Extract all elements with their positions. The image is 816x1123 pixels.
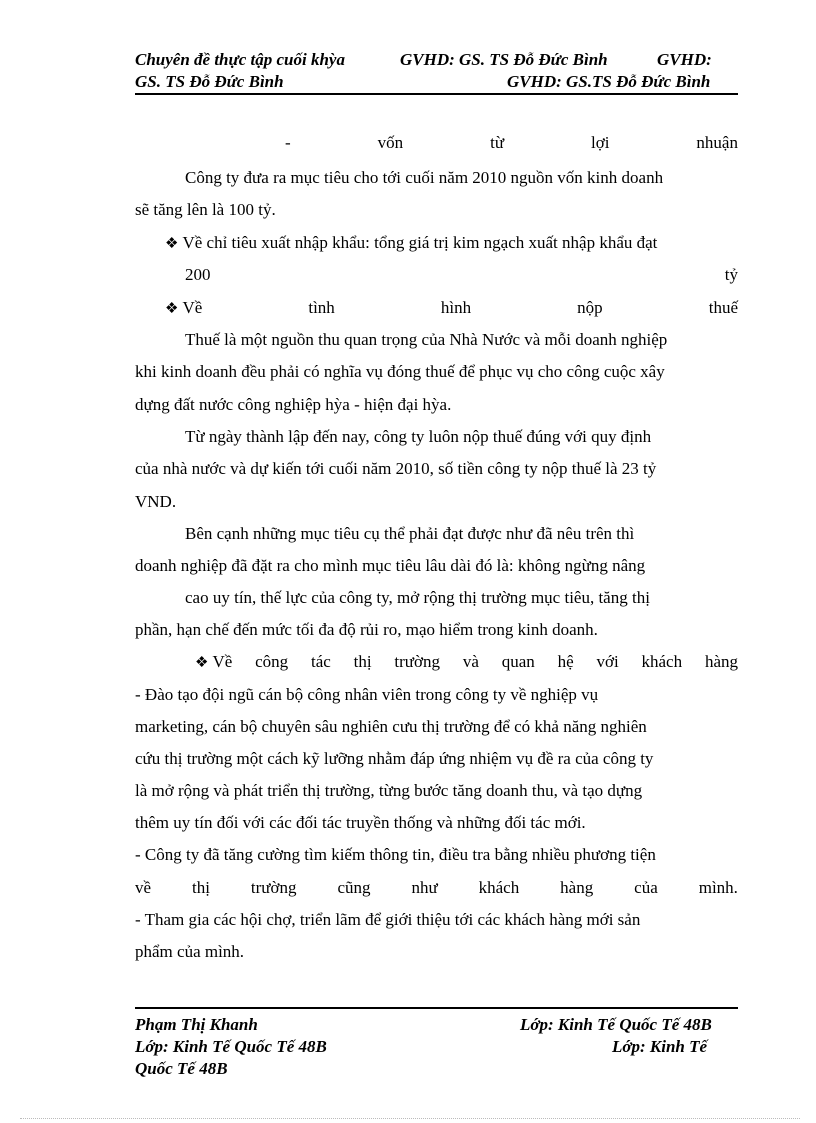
body-line-3: sẽ tăng lên là 100 tỷ. (135, 200, 276, 219)
body-line-7: Thuế là một nguồn thu quan trọng của Nhà Nước và mỗi doanh nghiệp (185, 330, 668, 349)
body-line-5 (185, 265, 738, 285)
word: về (135, 878, 152, 897)
word: khách (478, 878, 520, 897)
word: như (411, 878, 438, 897)
body-line-8: khi kinh doanh đều phải có nghĩa vụ đóng thuế để phục vụ cho công cuộc xây (135, 362, 665, 381)
word: thuế (708, 298, 738, 317)
body-line-25: - Tham gia các hội chợ, triển lãm để giới thiệu tới các khách hàng mới sản (135, 910, 641, 929)
footer-class-label: Lớp: Kinh Tế (612, 1037, 708, 1056)
body-line-1 (285, 133, 738, 153)
body-line-13: Bên cạnh những mục tiêu cụ thể phải đạt được như đã nêu trên thì (185, 524, 635, 543)
word (165, 298, 202, 319)
body-line-19: marketing, cán bộ chuyên sâu nghiên cưu thị trường để có khả năng nghiên (135, 717, 647, 736)
body-line-2: Công ty đưa ra mục tiêu cho tới cuối năm 2010 nguồn vốn kinh doanh (185, 168, 664, 187)
body-line-18: - Đào tạo đội ngũ cán bộ công nhân viên trong công ty về nghiệp vụ (135, 685, 599, 704)
word: tỷ (724, 265, 738, 284)
body-line-21: là mở rộng và phát triển thị trường, từng bước tăng doanh thu, và tạo dựng (135, 781, 643, 800)
body-line-6 (165, 298, 738, 319)
body-line-24 (135, 878, 738, 898)
word: hàng (704, 652, 738, 671)
body-line-22: thêm uy tín đối với các đối tác truyền thống và những đối tác mới. (135, 813, 586, 832)
body-line-11: của nhà nước và dự kiến tới cuối năm 2010, số tiền công ty nộp thuế là 23 tỷ (135, 459, 657, 478)
word: thị (353, 652, 372, 671)
word: với (596, 652, 619, 671)
body-line-17 (195, 652, 738, 673)
word: mình. (698, 878, 738, 897)
body-line-12: VND. (135, 492, 177, 511)
page-edge-divider (20, 1118, 800, 1119)
footer-class: Lớp: Kinh Tế Quốc Tế 48B (520, 1015, 712, 1034)
header-supervisor-label: GVHD: (657, 50, 712, 69)
body-line-26: phẩm của mình. (135, 942, 245, 961)
word: nhuận (696, 133, 738, 152)
body-line-16: phần, hạn chế đến mức tối đa độ rủi ro, mạo hiểm trong kinh doanh. (135, 620, 598, 639)
word: - (285, 133, 291, 152)
word: quan (501, 652, 535, 671)
word: từ (490, 133, 505, 152)
body-line-4 (165, 233, 657, 254)
header-title: Chuyên đề thực tập cuối khỳa (135, 50, 345, 69)
word: khách (641, 652, 683, 671)
body-line-23: - Công ty đã tăng cường tìm kiếm thông tin, điều tra bằng nhiều phương tiện (135, 845, 656, 864)
body-line-14: doanh nghiệp đã đặt ra cho mình mục tiêu lâu dài đó là: không ngừng nâng (135, 556, 646, 575)
line-text: Về chỉ tiêu xuất nhập khẩu: tổng giá trị kim ngạch xuất nhập khẩu đạt (182, 233, 658, 252)
word: tình (308, 298, 335, 317)
body-line-9: dựng đất nước công nghiệp hỳa - hiện đại hỳa. (135, 395, 452, 414)
header-supervisor-name: GS. TS Đỗ Đức Bình (135, 72, 284, 91)
word: nộp (577, 298, 603, 317)
word: lợi (591, 133, 610, 152)
body-line-20: cứu thị trường một cách kỹ lưỡng nhằm đáp ứng nhiệm vụ đề ra của công ty (135, 749, 654, 768)
body-line-10: Từ ngày thành lập đến nay, công ty luôn nộp thuế đúng với quy định (185, 427, 652, 446)
word: thị (192, 878, 210, 897)
word: hình (440, 298, 472, 317)
word: 200 (185, 265, 211, 284)
diamond-bullet-icon: ❖ (195, 655, 209, 671)
word: hệ (557, 652, 574, 671)
word: và (462, 652, 479, 671)
word: trường (394, 652, 441, 671)
word: cũng (337, 878, 371, 897)
word-text: Về (212, 652, 233, 671)
footer-rule (135, 1007, 738, 1009)
header-supervisor-full: GVHD: GS.TS Đỗ Đức Bình (507, 72, 711, 91)
word (195, 652, 232, 673)
footer-class-cont: Quốc Tế 48B (135, 1059, 228, 1078)
header-rule (135, 93, 738, 95)
word: trường (250, 878, 297, 897)
word: tác (310, 652, 331, 671)
word: vốn (377, 133, 404, 152)
footer-class-repeat: Lớp: Kinh Tế Quốc Tế 48B (135, 1037, 327, 1056)
footer-author: Phạm Thị Khanh (135, 1015, 258, 1034)
header-supervisor: GVHD: GS. TS Đỗ Đức Bình (400, 50, 608, 69)
word: công (255, 652, 289, 671)
diamond-bullet-icon: ❖ (165, 236, 179, 252)
word-text: Về (182, 298, 203, 317)
word: hàng (560, 878, 594, 897)
body-line-15: cao uy tín, thế lực của công ty, mở rộng thị trường mục tiêu, tăng thị (185, 588, 650, 607)
word: của (634, 878, 658, 897)
diamond-bullet-icon: ❖ (165, 301, 179, 317)
